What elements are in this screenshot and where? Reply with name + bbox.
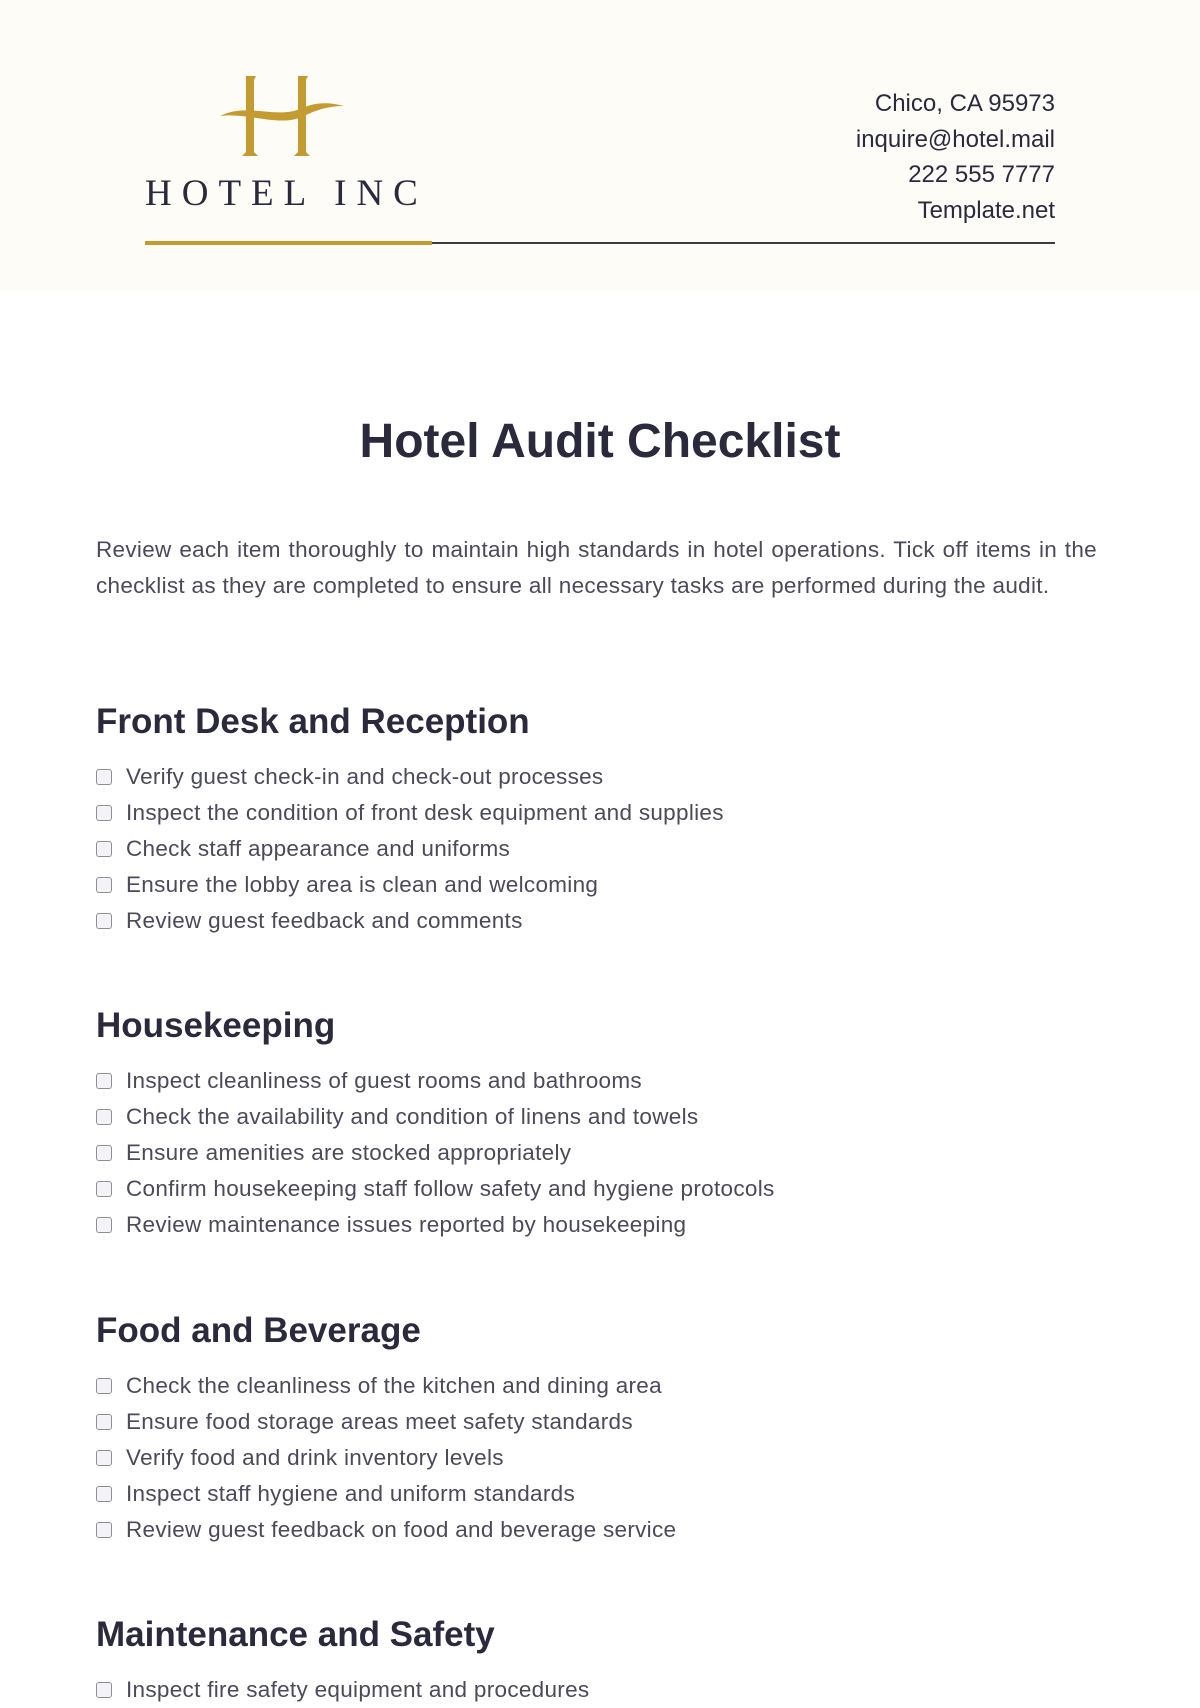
checkbox[interactable]: [96, 877, 112, 893]
checkbox[interactable]: [96, 1073, 112, 1089]
checklist-item: [96, 1512, 1106, 1548]
checklist-item-label: Inspect staff hygiene and uniform standards: [126, 1481, 576, 1506]
checkbox[interactable]: [96, 913, 112, 929]
checkbox[interactable]: [96, 1414, 112, 1430]
brand-name: HOTEL INC: [145, 173, 428, 214]
checklist-item: [96, 1404, 1106, 1440]
checklist-item: [96, 1207, 1106, 1243]
checklist-item-label: Review guest feedback and comments: [126, 908, 523, 933]
checklist-item-label: Inspect cleanliness of guest rooms and bathrooms: [126, 1068, 642, 1093]
checklist-item-label: Inspect the condition of front desk equipment and supplies: [126, 800, 724, 825]
checklist-item-label: Check the cleanliness of the kitchen and dining area: [126, 1373, 662, 1398]
checklist: [96, 1063, 1106, 1243]
header-accent-divider: [145, 241, 432, 245]
checklist-item-label: Verify food and drink inventory levels: [126, 1445, 504, 1470]
checklist-item-label: Confirm housekeeping staff follow safety and hygiene protocols: [126, 1176, 775, 1201]
checklist-item: [96, 1440, 1106, 1476]
checkbox[interactable]: [96, 805, 112, 821]
checklist-item-label: Check the availability and condition of linens and towels: [126, 1104, 699, 1129]
h-monogram-logo-icon: [218, 72, 348, 164]
checklist: [96, 1368, 1106, 1548]
checkbox[interactable]: [96, 1450, 112, 1466]
section-heading: Food and Beverage: [96, 1311, 421, 1350]
checklist-item: [96, 759, 1106, 795]
section-heading: Maintenance and Safety: [96, 1615, 495, 1654]
checklist-item-label: Verify guest check-in and check-out processes: [126, 764, 604, 789]
intro-paragraph: Review each item thoroughly to maintain high standards in hotel operations. Tick off items in the checklist as they are completed to ensure all necessary tasks are performed during the audit.: [96, 537, 1097, 598]
checklist-item: [96, 903, 1106, 939]
checkbox[interactable]: [96, 1486, 112, 1502]
checkbox[interactable]: [96, 1181, 112, 1197]
checkbox[interactable]: [96, 841, 112, 857]
checklist-item: [96, 1672, 1106, 1708]
checklist-item: [96, 1135, 1106, 1171]
checkbox[interactable]: [96, 1378, 112, 1394]
section-heading: Housekeeping: [96, 1006, 336, 1045]
section-food-beverage: [96, 1306, 1106, 1548]
page-title: Hotel Audit Checklist: [359, 415, 841, 468]
checklist-item: [96, 795, 1106, 831]
checklist-item: [96, 867, 1106, 903]
checklist-item-label: Review maintenance issues reported by housekeeping: [126, 1212, 687, 1237]
checklist-item-label: Review guest feedback on food and beverage service: [126, 1517, 677, 1542]
checklist-item-label: Ensure food storage areas meet safety standards: [126, 1409, 633, 1434]
section-housekeeping: [96, 1001, 1106, 1243]
section-maintenance-safety: [96, 1610, 1106, 1708]
checklist-item: [96, 1368, 1106, 1404]
checkbox[interactable]: [96, 769, 112, 785]
checklist-item: [96, 1171, 1106, 1207]
checklist: [96, 759, 1106, 939]
checklist-item-label: Check staff appearance and uniforms: [126, 836, 511, 861]
checklist-item-label: Ensure amenities are stocked appropriately: [126, 1140, 572, 1165]
section-front-desk: [96, 697, 1106, 939]
checkbox[interactable]: [96, 1217, 112, 1233]
contact-block: [856, 86, 1055, 228]
checklist-item: [96, 1099, 1106, 1135]
checklist: [96, 1672, 1106, 1708]
checklist-item-label: Inspect fire safety equipment and procedures: [126, 1677, 590, 1702]
checklist-item: [96, 831, 1106, 867]
checklist-item-label: Ensure the lobby area is clean and welcoming: [126, 872, 599, 897]
checkbox[interactable]: [96, 1145, 112, 1161]
checklist-item: [96, 1063, 1106, 1099]
checkbox[interactable]: [96, 1682, 112, 1698]
section-heading: Front Desk and Reception: [96, 702, 530, 741]
checklist-item: [96, 1476, 1106, 1512]
contact-address: Chico, CA 95973: [874, 90, 1055, 117]
contact-website[interactable]: Template.net: [917, 196, 1055, 224]
contact-phone: 222 555 7777: [908, 161, 1055, 188]
contact-email[interactable]: inquire@hotel.mail: [855, 125, 1055, 153]
checkbox[interactable]: [96, 1522, 112, 1538]
letterhead: [0, 0, 1200, 290]
checkbox[interactable]: [96, 1109, 112, 1125]
